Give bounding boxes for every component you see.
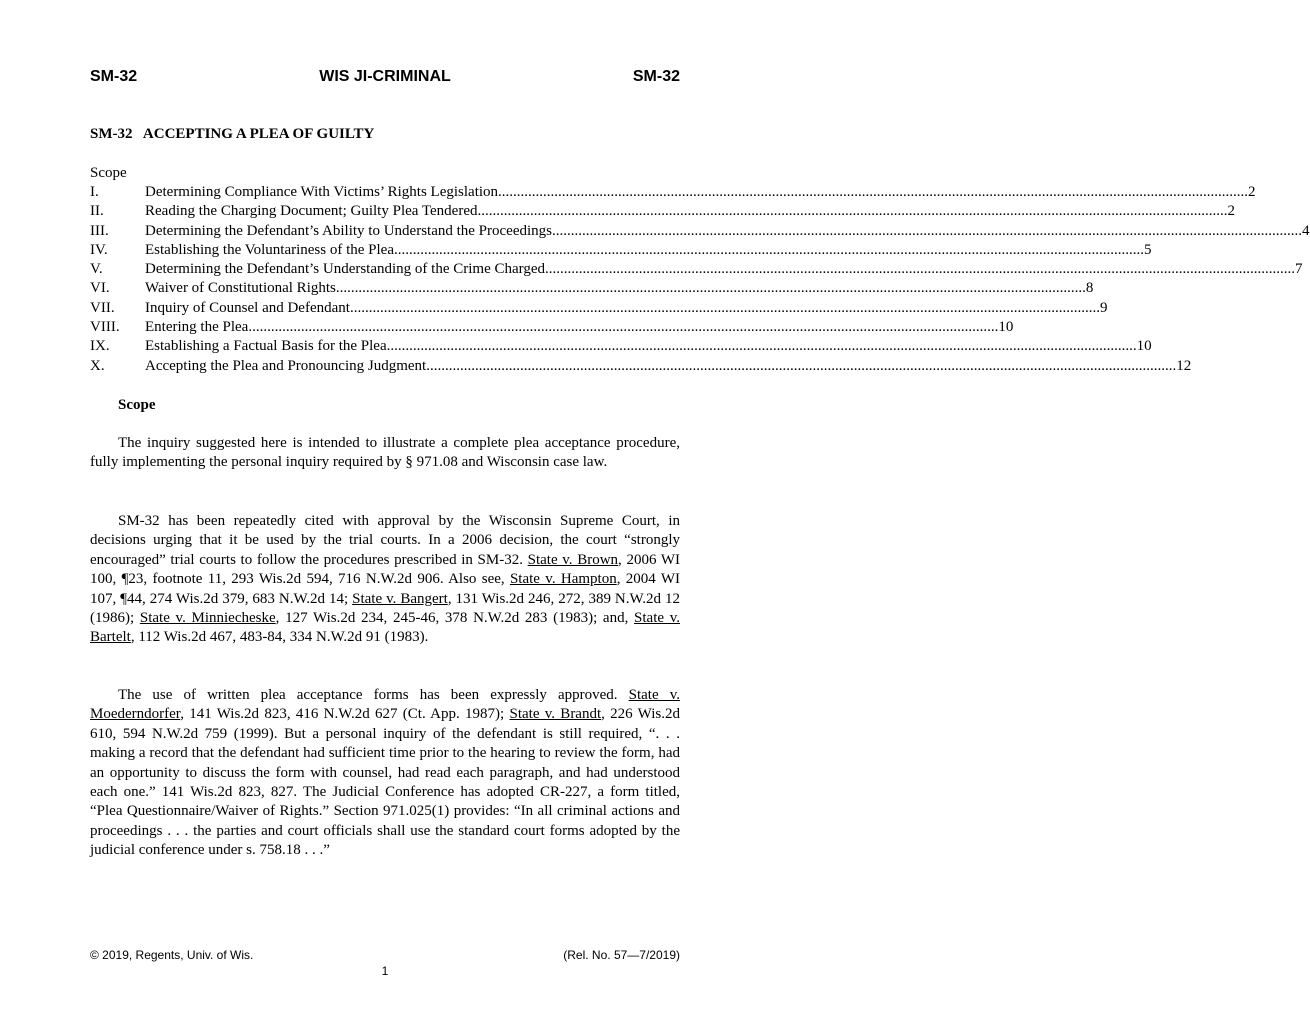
toc-page: 10: [1136, 338, 1152, 355]
toc-entry: [90, 183, 1256, 202]
page-footer: [90, 948, 680, 964]
case-citation: State v. Bartelt: [90, 610, 680, 646]
toc-entry: [90, 202, 1235, 221]
toc-leader: ........................................................................................................................................................................................................: [545, 261, 1296, 278]
toc-number: VI.: [90, 280, 110, 297]
paragraph-plea-forms: [90, 686, 680, 861]
paragraph-text: , 112 Wis.2d 467, 483-84, 334 N.W.2d 91 (1983).: [130, 629, 429, 646]
toc-entry: [90, 357, 1192, 376]
toc-number: V.: [90, 261, 103, 278]
header-center: WIS JI-CRIMINAL: [319, 68, 451, 85]
toc-leader: ........................................................................................................................................................................................................: [426, 357, 1177, 374]
header-left: SM-32: [90, 68, 138, 85]
paragraph-supreme-court: [90, 512, 680, 648]
toc-page: 7: [1295, 261, 1303, 278]
toc-number: II.: [90, 203, 104, 220]
toc-entry: [90, 222, 1310, 241]
toc-text: Determining the Defendant’s Ability to Understand the Proceedings: [145, 222, 552, 239]
case-citation: State v. Brown: [527, 551, 619, 568]
paragraph-text: , 127 Wis.2d 234, 245-46, 378 N.W.2d 283 (1983); and,: [275, 610, 635, 627]
paragraph-text: , 131 Wis.2d 246, 272, 389 N.W.2d 12 (1986);: [90, 590, 680, 627]
toc-number: I.: [90, 184, 99, 200]
toc-number: VIII.: [90, 319, 120, 336]
toc-page: 8: [1085, 280, 1094, 297]
scope-heading: Scope: [118, 397, 156, 413]
toc-text: Determining the Defendant’s Understanding of the Crime Charged: [145, 261, 546, 278]
paragraph-text: , 2006 WI 100, ¶23, footnote 11, 293 Wis.2d 594, 716 N.W.2d 906. Also see,: [90, 551, 680, 588]
toc-page: 2: [1227, 203, 1235, 220]
toc-text: Establishing a Factual Basis for the Plea: [145, 338, 387, 355]
toc-text: Waiver of Constitutional Rights: [145, 280, 336, 297]
page-number: 1: [381, 964, 389, 978]
toc-leader: ........................................................................................................................................................................................................: [248, 319, 999, 336]
toc-number: III.: [90, 222, 109, 239]
toc-number: VII.: [90, 299, 115, 316]
case-citation: State v. Minniecheske: [139, 610, 276, 627]
toc-entry: [90, 260, 1303, 279]
paragraph-text: SM-32 has been repeatedly cited with approval by the Wisconsin Supreme Court, in decisions urging that it be used by the trial courts. In a 2006 decision, the court “strongly encouraged” trial courts to follow the procedures prescribed in SM-32.: [90, 513, 680, 568]
toc-entry: [90, 241, 1152, 260]
paragraph-text: , 226 Wis.2d 610, 594 N.W.2d 759 (1999). But a personal inquiry of the defendant is still required, “. . . making a record that the defendant had sufficient time prior to the hearing to review the form, had an opportunity to discuss the form with counsel, had read each paragraph, and had understood each one.” 141 Wis.2d 823, 827. The Judicial Conference has adopted CR-227, a form titled, “Plea Questionnaire/Waiver of Rights.” Section 971.025(1) provides: “In all criminal actions and proceedings . . . the parties and court officials shall use the standard court forms adopted by the judicial conference under s. 758.18 . . .”: [90, 706, 680, 859]
toc-page: 5: [1144, 241, 1152, 258]
case-citation: State v. Moederndorfer: [90, 687, 680, 723]
header-right: SM-32: [632, 68, 680, 85]
case-citation: State v. Brandt: [509, 706, 602, 723]
toc-entry: [90, 279, 1094, 298]
toc-leader: ........................................................................................................................................................................................................: [386, 338, 1137, 355]
toc-leader: ........................................................................................................................................................................................................: [335, 280, 1086, 297]
case-citation: State v. Hampton: [509, 571, 617, 588]
toc-scope-label: Scope: [90, 165, 127, 181]
copyright-notice: © 2019, Regents, Univ. of Wis.: [90, 948, 254, 962]
toc-text: Accepting the Plea and Pronouncing Judgment: [145, 357, 427, 374]
toc-text: Reading the Charging Document; Guilty Plea Tendered: [145, 203, 478, 220]
toc-leader: ........................................................................................................................................................................................................: [349, 299, 1100, 316]
toc-entry: [90, 299, 1108, 318]
toc-text: Determining Compliance With Victims’ Rights Legislation: [145, 184, 499, 200]
toc-text: Establishing the Voluntariness of the Plea: [145, 241, 395, 258]
paragraph-text: The inquiry suggested here is intended to illustrate a complete plea acceptance procedure, fully implementing the personal inquiry required by § 971.08 and Wisconsin case law.: [90, 435, 680, 471]
paragraph-text: , 141 Wis.2d 823, 416 N.W.2d 627 (Ct. App. 1987);: [180, 706, 510, 723]
toc-page: 2: [1248, 184, 1256, 200]
toc-page: 10: [998, 319, 1014, 336]
toc-number: IV.: [90, 241, 108, 258]
toc-leader: ........................................................................................................................................................................................................: [477, 203, 1228, 220]
toc-page: 9: [1099, 299, 1108, 316]
document-title: SM-32 ACCEPTING A PLEA OF GUILTY: [90, 126, 375, 142]
toc-text: Inquiry of Counsel and Defendant: [145, 299, 350, 316]
toc-leader: ........................................................................................................................................................................................................: [394, 241, 1145, 258]
paragraph-text: , 2004 WI 107, ¶44, 274 Wis.2d 379, 683 N.W.2d 14;: [90, 571, 681, 607]
case-citation: State v. Bangert: [352, 590, 448, 607]
paragraph-text: The use of written plea acceptance forms has been expressly approved.: [118, 687, 629, 703]
paragraph-intro: [90, 434, 680, 473]
toc-text: Entering the Plea: [145, 319, 249, 336]
toc-entry: [90, 318, 1014, 337]
toc-entry: [90, 337, 1152, 356]
toc-page: 4: [1302, 222, 1310, 239]
page-header: [90, 68, 680, 90]
toc-number: X.: [90, 357, 105, 374]
toc-number: IX.: [90, 338, 110, 355]
toc-leader: ........................................................................................................................................................................................................: [552, 222, 1302, 239]
release-number: (Rel. No. 57—7/2019): [563, 948, 680, 962]
toc-page: 12: [1176, 357, 1192, 374]
table-of-contents: [90, 183, 1310, 376]
toc-leader: ........................................................................................................................................................................................................: [498, 184, 1249, 200]
